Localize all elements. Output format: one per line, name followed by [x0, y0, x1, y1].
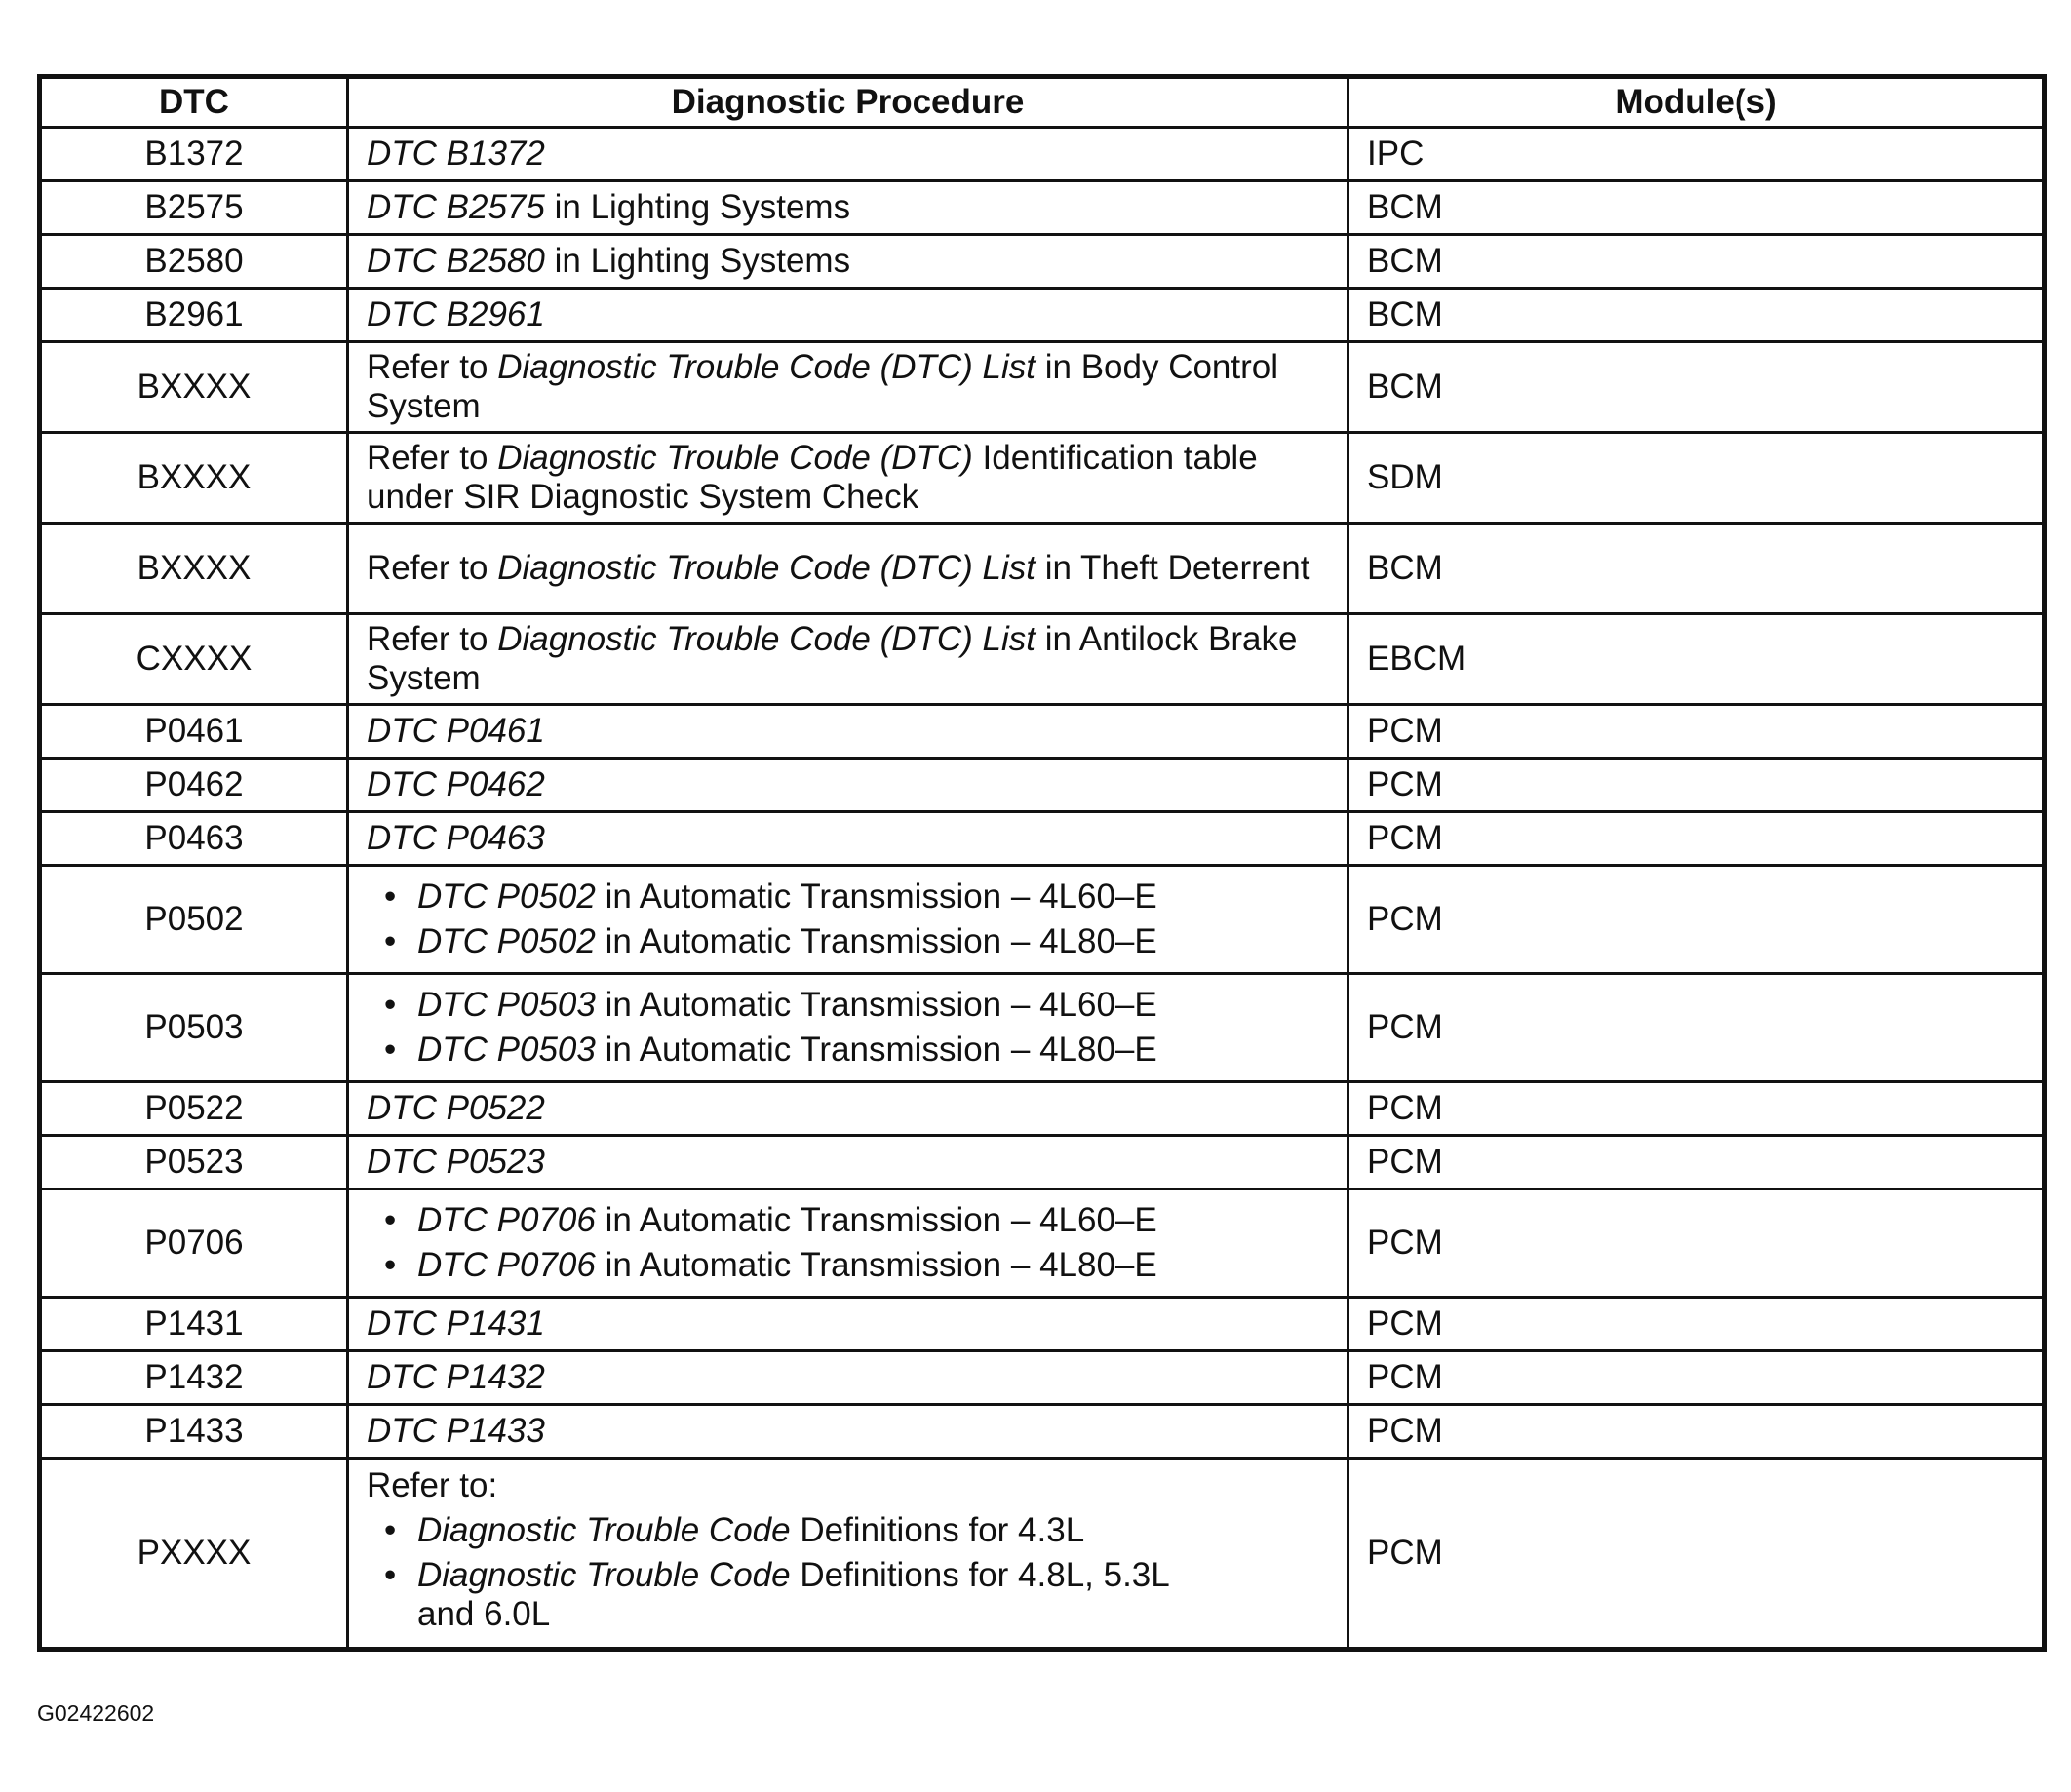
table-row	[40, 128, 2045, 181]
procedure-text: in Lighting Systems	[544, 242, 851, 280]
procedure-text: Definitions for 4.3L	[790, 1511, 1085, 1549]
diagnostic-procedure	[348, 1298, 1348, 1351]
module: PCM	[1348, 974, 2045, 1082]
list-item	[417, 1246, 1329, 1285]
procedure-text: in Body Control System	[367, 348, 1279, 425]
dtc-code: PXXXX	[40, 1459, 348, 1650]
dtc-code: BXXXX	[40, 433, 348, 524]
dtc-code: P0463	[40, 812, 348, 866]
header-row	[40, 77, 2045, 128]
module: BCM	[1348, 181, 2045, 235]
diagnostic-procedure	[348, 235, 1348, 289]
diagnostic-procedure	[348, 812, 1348, 866]
diagnostic-procedure	[348, 181, 1348, 235]
procedure-italic: DTC P1432	[367, 1358, 545, 1396]
dtc-table	[37, 74, 2047, 1652]
procedure-italic: DTC P0503	[417, 986, 596, 1024]
list-item	[417, 1556, 1197, 1634]
dtc-code: B1372	[40, 128, 348, 181]
diagnostic-procedure	[348, 705, 1348, 759]
module: PCM	[1348, 1136, 2045, 1189]
module: PCM	[1348, 1459, 2045, 1650]
module: BCM	[1348, 342, 2045, 433]
procedure-italic: DTC P0503	[417, 1031, 596, 1069]
module: IPC	[1348, 128, 2045, 181]
module: PCM	[1348, 1405, 2045, 1459]
dtc-code: CXXXX	[40, 614, 348, 705]
procedure-italic: Diagnostic Trouble Code (DTC) List	[497, 348, 1036, 386]
figure-id: G02422602	[37, 1700, 155, 1726]
procedure-prefix: Refer to	[367, 620, 498, 658]
dtc-code: B2575	[40, 181, 348, 235]
module: PCM	[1348, 1189, 2045, 1298]
list-item	[417, 1201, 1329, 1240]
dtc-code: B2580	[40, 235, 348, 289]
module: PCM	[1348, 866, 2045, 974]
dtc-code: P1432	[40, 1351, 348, 1405]
bullet-list	[367, 877, 1329, 961]
dtc-code: BXXXX	[40, 342, 348, 433]
dtc-code: B2961	[40, 289, 348, 342]
diagnostic-procedure	[348, 759, 1348, 812]
table-row	[40, 433, 2045, 524]
diagnostic-procedure	[348, 1459, 1348, 1650]
procedure-text: in Antilock Brake System	[367, 620, 1298, 697]
procedure-intro: Refer to:	[367, 1466, 498, 1504]
diagnostic-procedure	[348, 1082, 1348, 1136]
procedure-italic: DTC B2961	[367, 295, 545, 333]
diagnostic-procedure	[348, 289, 1348, 342]
diagnostic-procedure	[348, 1405, 1348, 1459]
procedure-italic: Diagnostic Trouble Code (DTC) List	[497, 620, 1036, 658]
table-row	[40, 1189, 2045, 1298]
procedure-text: in Automatic Transmission – 4L60–E	[595, 877, 1157, 915]
diagnostic-procedure	[348, 524, 1348, 614]
module: PCM	[1348, 1351, 2045, 1405]
bullet-list	[367, 1201, 1329, 1285]
table-row	[40, 812, 2045, 866]
procedure-text: in Automatic Transmission – 4L60–E	[595, 1201, 1157, 1239]
diagnostic-procedure	[348, 1136, 1348, 1189]
diagnostic-procedure	[348, 1351, 1348, 1405]
table-row	[40, 705, 2045, 759]
procedure-text: Definitions for 4.8L, 5.3L and 6.0L	[417, 1556, 1169, 1633]
procedure-text: in Automatic Transmission – 4L80–E	[595, 1246, 1157, 1284]
procedure-italic: DTC P0706	[417, 1201, 596, 1239]
bullet-list	[367, 986, 1329, 1070]
module: PCM	[1348, 759, 2045, 812]
procedure-italic: Diagnostic Trouble Code	[417, 1511, 791, 1549]
table-row	[40, 974, 2045, 1082]
dtc-code: P0522	[40, 1082, 348, 1136]
dtc-code: P0503	[40, 974, 348, 1082]
list-item	[417, 922, 1329, 961]
procedure-italic: DTC P0461	[367, 712, 545, 750]
procedure-italic: DTC P1433	[367, 1412, 545, 1450]
table-row	[40, 614, 2045, 705]
procedure-italic: DTC P0463	[367, 819, 545, 857]
module: BCM	[1348, 235, 2045, 289]
module: PCM	[1348, 812, 2045, 866]
procedure-text: in Lighting Systems	[544, 188, 851, 226]
table-row	[40, 181, 2045, 235]
dtc-code: BXXXX	[40, 524, 348, 614]
procedure-italic: DTC B2575	[367, 188, 545, 226]
list-item	[417, 1511, 1329, 1550]
procedure-prefix: Refer to	[367, 439, 498, 477]
dtc-code: P1433	[40, 1405, 348, 1459]
diagnostic-procedure	[348, 433, 1348, 524]
diagnostic-procedure	[348, 614, 1348, 705]
procedure-prefix: Refer to	[367, 348, 498, 386]
table-row	[40, 1136, 2045, 1189]
table-row	[40, 1405, 2045, 1459]
diagnostic-procedure	[348, 342, 1348, 433]
module: EBCM	[1348, 614, 2045, 705]
dtc-code: P0502	[40, 866, 348, 974]
procedure-prefix: Refer to	[367, 549, 498, 587]
procedure-italic: DTC P0462	[367, 765, 545, 803]
header-dtc: DTC	[40, 77, 348, 128]
procedure-italic: DTC P0502	[417, 922, 596, 960]
dtc-code: P0706	[40, 1189, 348, 1298]
dtc-code: P0461	[40, 705, 348, 759]
dtc-code: P0462	[40, 759, 348, 812]
module: PCM	[1348, 1298, 2045, 1351]
table-row	[40, 1082, 2045, 1136]
table-row	[40, 759, 2045, 812]
module: BCM	[1348, 524, 2045, 614]
list-item	[417, 877, 1329, 916]
module: SDM	[1348, 433, 2045, 524]
procedure-text: in Automatic Transmission – 4L80–E	[595, 1031, 1157, 1069]
procedure-text: Identification table under SIR Diagnostic System Check	[367, 439, 1258, 516]
procedure-italic: DTC B1372	[367, 135, 545, 173]
module: PCM	[1348, 705, 2045, 759]
list-item	[417, 986, 1329, 1025]
procedure-italic: DTC P1431	[367, 1305, 545, 1343]
procedure-italic: DTC B2580	[367, 242, 545, 280]
diagnostic-procedure	[348, 974, 1348, 1082]
dtc-code: P0523	[40, 1136, 348, 1189]
header-diagnostic-procedure: Diagnostic Procedure	[348, 77, 1348, 128]
diagnostic-procedure	[348, 128, 1348, 181]
module: BCM	[1348, 289, 2045, 342]
procedure-italic: Diagnostic Trouble Code (DTC) List	[497, 549, 1036, 587]
procedure-italic: Diagnostic Trouble Code	[417, 1556, 791, 1594]
header-modules: Module(s)	[1348, 77, 2045, 128]
table-row	[40, 1298, 2045, 1351]
procedure-italic: DTC P0523	[367, 1143, 545, 1181]
diagnostic-procedure	[348, 866, 1348, 974]
procedure-text: in Automatic Transmission – 4L60–E	[595, 986, 1157, 1024]
procedure-text: in Automatic Transmission – 4L80–E	[595, 922, 1157, 960]
table-row	[40, 235, 2045, 289]
procedure-italic: DTC P0522	[367, 1089, 545, 1127]
table-row	[40, 524, 2045, 614]
procedure-italic: DTC P0502	[417, 877, 596, 915]
dtc-code: P1431	[40, 1298, 348, 1351]
bullet-list	[367, 1511, 1329, 1634]
table-row	[40, 866, 2045, 974]
procedure-italic: Diagnostic Trouble Code (DTC)	[497, 439, 973, 477]
procedure-italic: DTC P0706	[417, 1246, 596, 1284]
list-item	[417, 1031, 1329, 1070]
table-row	[40, 342, 2045, 433]
diagnostic-procedure	[348, 1189, 1348, 1298]
table-row	[40, 1459, 2045, 1650]
module: PCM	[1348, 1082, 2045, 1136]
procedure-text: in Theft Deterrent	[1036, 549, 1310, 587]
table-row	[40, 289, 2045, 342]
table-row	[40, 1351, 2045, 1405]
